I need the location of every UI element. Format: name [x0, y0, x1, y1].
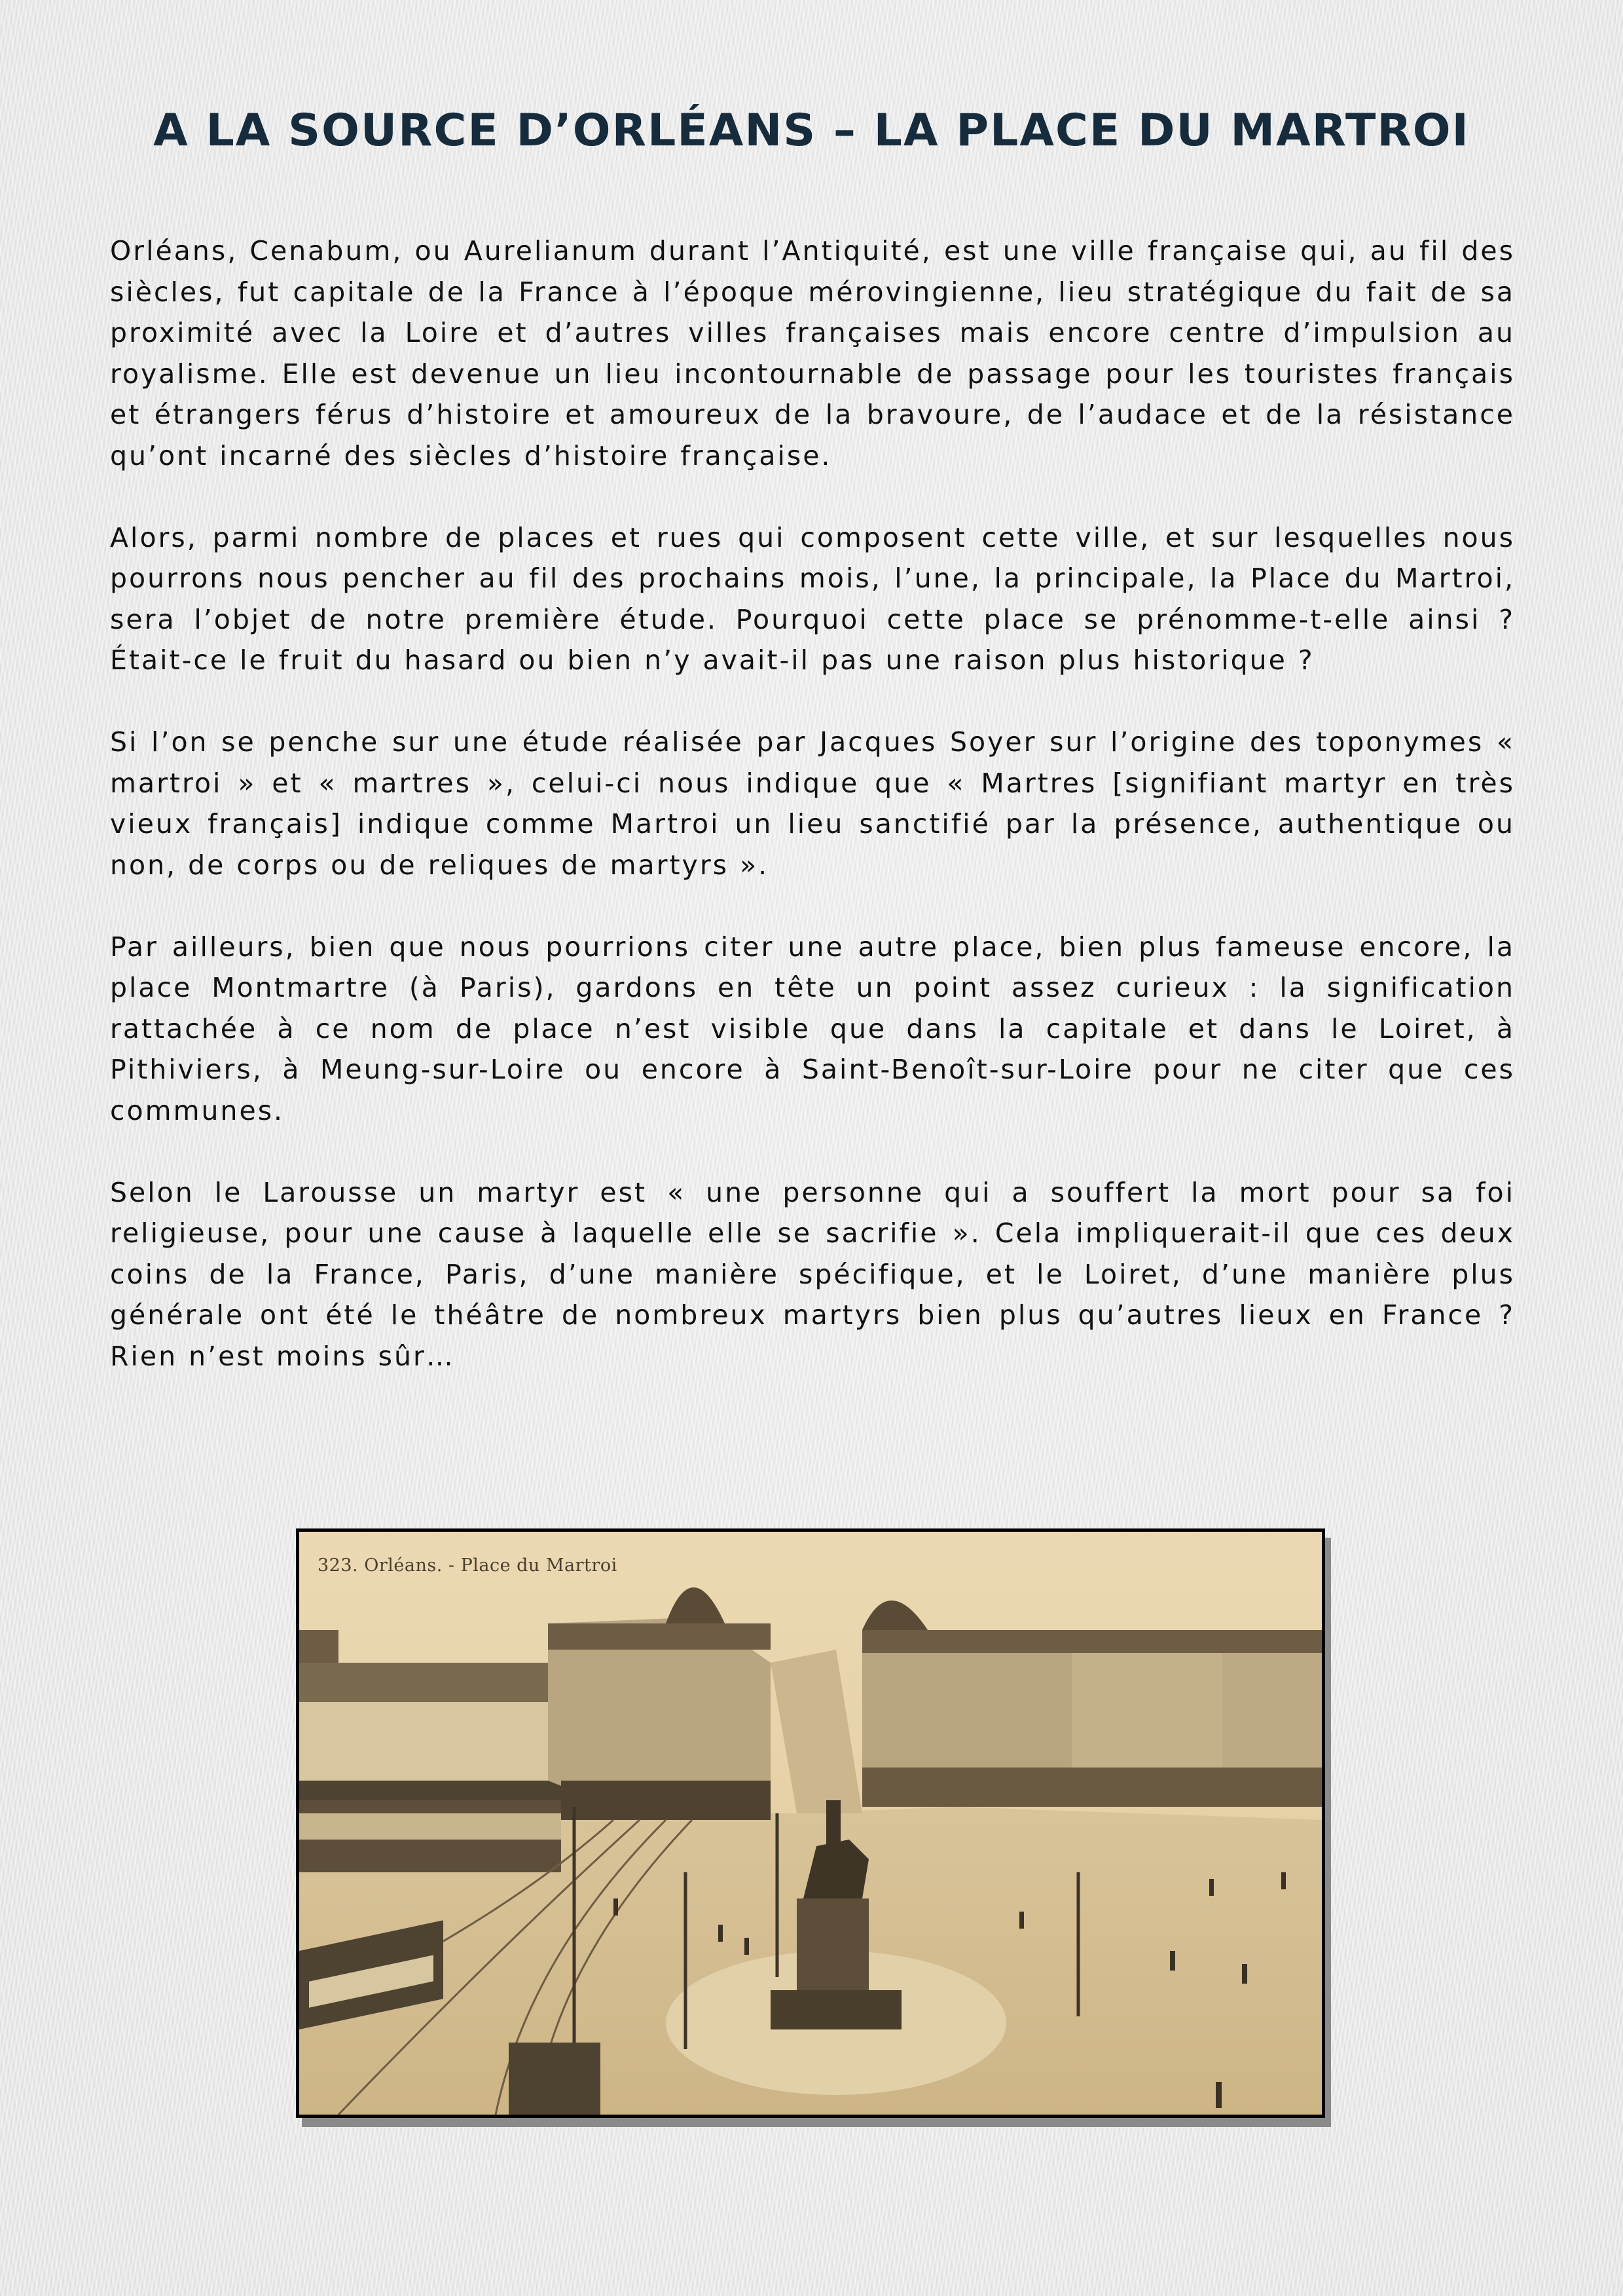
paragraph-montmartre: Par ailleurs, bien que nous pourrions citer une autre place, bien plus fameuse encore, la place Montmartre (à Paris), gardons en tête un point assez curieux : la signification rattachée à ce nom de place n’est visible que dans la capitale et dans le Loiret, à Pithiviers, à Meung-sur-Loire ou encore à Saint-Benoît-sur-Loire pour ne citer que ces communes.: [110, 931, 1515, 1126]
paragraph-place-du-martroi: Alors, parmi nombre de places et rues qui composent cette ville, et sur lesquelles nous pourrons nous pencher au fil des prochains mois, l’une, la principale, la Place du Martroi, sera l’objet de notre première étude. Pourquoi cette place se prénomme-t-elle ainsi ? Était-ce le fruit du hasard ou bien n’y avait-il pas une raison plus historique ?: [110, 521, 1515, 676]
paragraph-toponymes: Si l’on se penche sur une étude réalisée par Jacques Soyer sur l’origine des toponymes « martroi » et « martres », celui-ci nous indique que « Martres [signifiant martyr en très vieux français] indique comme Martroi un lieu sanctifié par la présence, authentique ou non, de corps ou de reliques de martyrs ».: [110, 726, 1515, 881]
right-buildings: [862, 1601, 1322, 1807]
postcard-illustration: [299, 1532, 1322, 2115]
paragraph-intro: Orléans, Cenabum, ou Aurelianum durant l’Antiquité, est une ville française qui, au fil des siècles, fut capitale de la France à l’époque mérovingienne, lieu stratégique du fait de sa proximité avec la Loire et d’autres villes françaises mais encore centre d’impulsion au royalisme. Elle est devenue un lieu incontournable de passage pour les touristes français et étrangers férus d’histoire et amoureux de la bravoure, de l’audace et de la résistance qu’ont incarné des siècles d’histoire française.: [110, 235, 1515, 472]
paragraph-larousse: Selon le Larousse un martyr est « une personne qui a souffert la mort pour sa foi religieuse, pour une cause à laquelle elle se sacrifie ». Cela impliquerait-il que ces deux coins de la France, Paris, d’une manière spécifique, et le Loiret, d’une manière plus générale ont été le théâtre de nombreux martyrs bien plus qu’autres lieux en France ? Rien n’est moins sûr…: [110, 1176, 1515, 1372]
postcard-image: [296, 1528, 1325, 2118]
article-body: [110, 231, 1515, 1418]
postcard-caption: 323. Orléans. - Place du Martroi: [318, 1555, 617, 1576]
page-title: A LA SOURCE D’ORLÉANS – LA PLACE DU MARTROI: [153, 105, 1470, 157]
left-buildings: [299, 1630, 561, 1872]
